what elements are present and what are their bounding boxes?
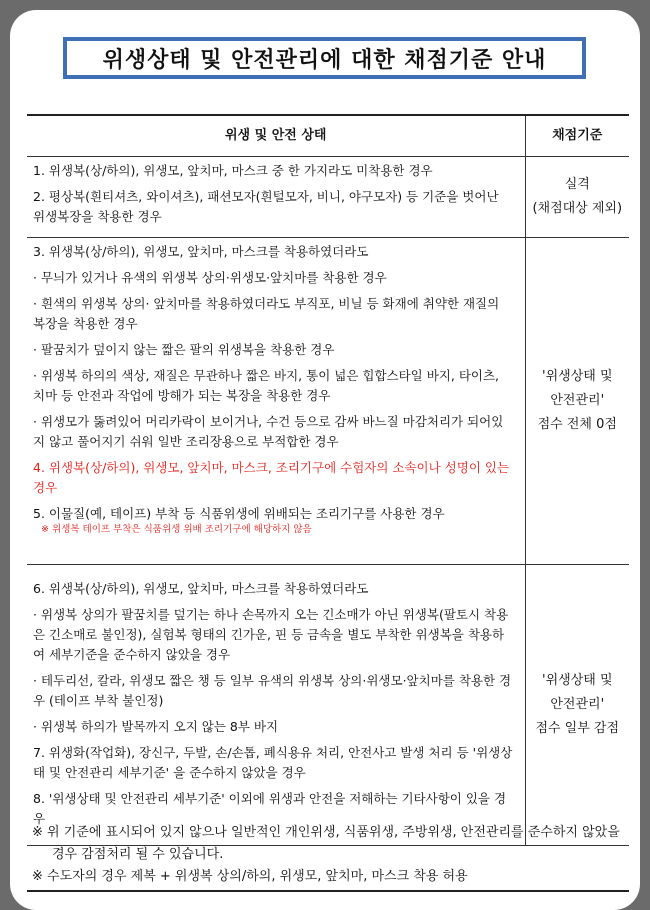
criteria-item: 3. 위생복(상/하의), 위생모, 앞치마, 마스크를 착용하였더라도 [33,244,369,259]
footnote: ※ 수도자의 경우 제복 + 위생복 상의/하의, 위생모, 앞치마, 마스크 착용 허용 [32,869,468,884]
score-label: 점수 전체 0점 [537,417,617,432]
table-row [27,238,629,565]
header-state: 위생 및 안전 상태 [27,115,525,157]
criteria-item: 7. 위생화(작업화), 장신구, 두발, 손/손톱, 폐식용유 처리, 안전사고 발생 처리 등 '위생상태 및 안전관리 세부기준' 을 준수하지 않았을 경우 [33,745,513,780]
criteria-item-red: 4. 위생복(상/하의), 위생모, 앞치마, 마스크, 조리기구에 수험자의 소속이나 성명이 있는 경우 [33,460,510,495]
criteria-item: 8. '위생상태 및 안전관리 세부기준' 이외에 위생과 안전을 저해하는 기타사항이 있을 경우 [33,791,507,826]
criteria-item: 5. 이물질(예, 테이프) 부착 등 식품위생에 위배되는 조리기구를 사용한 경우 [33,506,445,521]
criteria-item: · 위생복 상의가 팔꿈치를 덮기는 하나 손목까지 오는 긴소매가 아닌 위생복(팔토시 착용은 긴소매로 불인정), 실험복 형태의 긴가운, 핀 등 금속을 별도 부착한 위생복을 착용하여 세부기준을 준수하지 않았을 경우 [33,607,509,662]
score-label: 점수 일부 감점 [535,721,620,736]
score-label: 안전관리' [550,697,605,712]
criteria-item: · 위생복 하의가 발목까지 오지 않는 8부 바지 [33,719,279,734]
criteria-item: 1. 위생복(상/하의), 위생모, 앞치마, 마스크 중 한 가지라도 미착용한 경우 [33,163,433,178]
footnotes [32,822,632,888]
page-title: 위생상태 및 안전관리에 대한 채점기준 안내 [63,37,586,79]
score-label: (채점대상 제외) [532,201,623,216]
header-score: 채점기준 [525,115,629,157]
bottom-rule [27,890,629,892]
table-row [27,565,629,846]
criteria-item: · 팔꿈치가 덮이지 않는 짧은 팔의 위생복을 착용한 경우 [33,342,335,357]
criteria-item: 6. 위생복(상/하의), 위생모, 앞치마, 마스크를 착용하였더라도 [33,581,369,596]
footnote: ※ 위 기준에 표시되어 있지 않으나 일반적인 개인위생, 식품위생, 주방위생, 안전관리를 준수하지 않았을 경우 감점처리 될 수 있습니다. [32,825,620,862]
criteria-item: 2. 평상복(흰티셔츠, 와이셔츠), 패션모자(흰털모자, 비니, 야구모자) 등 기준을 벗어난 위생복장을 착용한 경우 [33,189,499,224]
criteria-item: · 위생모가 뚫려있어 머리카락이 보이거나, 수건 등으로 감싸 바느질 마감처리가 되어있지 않고 풀어지기 쉬워 일반 조리장용으로 부적합한 경우 [33,414,504,449]
criteria-item: · 위생복 하의의 색상, 재질은 무관하나 짧은 바지, 통이 넓은 힙합스타일 바지, 타이츠, 치마 등 안전과 작업에 방해가 되는 복장을 착용한 경우 [33,368,500,403]
score-label: 안전관리' [550,393,605,408]
table-row [27,157,629,238]
criteria-item: · 무늬가 있거나 유색의 위생복 상의·위생모·앞치마를 착용한 경우 [33,270,387,285]
criteria-item: · 테두리선, 칼라, 위생모 짧은 챙 등 일부 유색의 위생복 상의·위생모·앞치마를 착용한 경우 (테이프 부착 불인정) [33,673,512,708]
scoring-criteria-table [27,114,629,846]
document-page [10,10,640,910]
score-label: '위생상태 및 [542,369,613,384]
score-label: '위생상태 및 [542,673,613,688]
criteria-item: · 흰색의 위생복 상의· 앞치마를 착용하였더라도 부직포, 비닐 등 화재에 취약한 재질의 복장을 착용한 경우 [33,296,500,331]
score-label: 실격 [564,177,590,192]
criteria-note: ※ 위생복 테이프 부착은 식품위생 위배 조리기구에 해당하지 않음 [41,524,312,535]
